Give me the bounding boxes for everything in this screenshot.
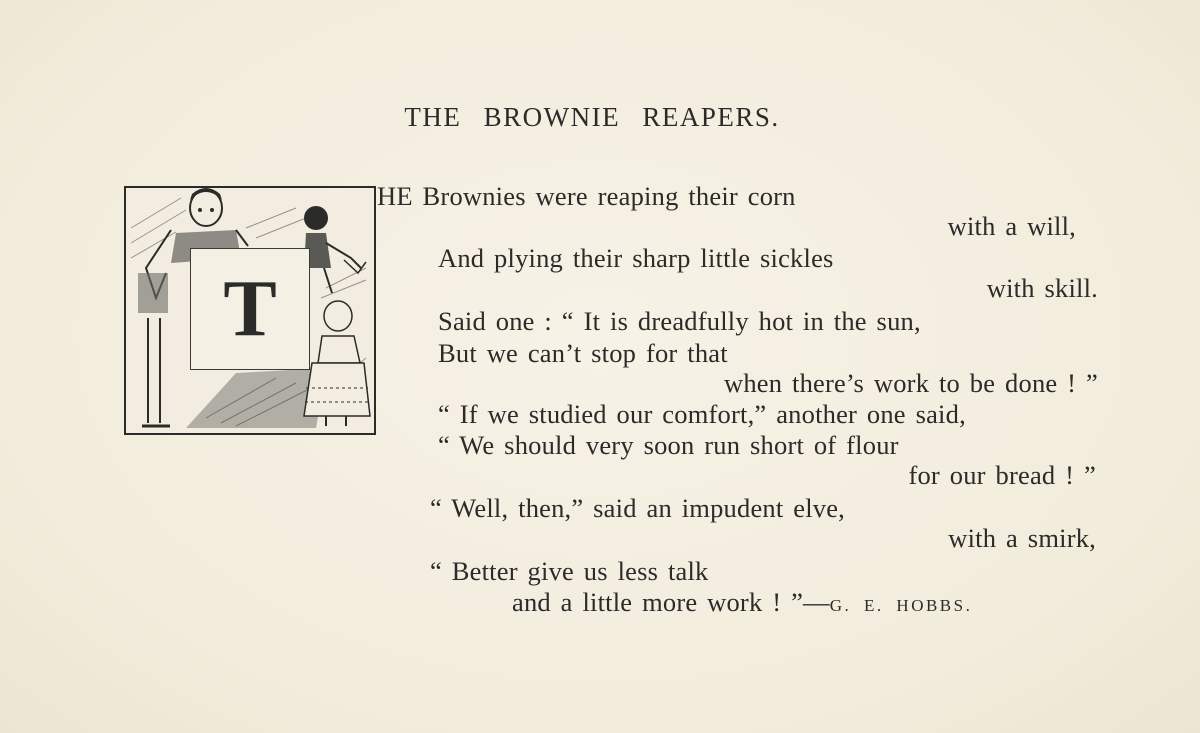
drop-cap-letter: T xyxy=(223,265,277,353)
decorated-initial-illustration xyxy=(124,186,376,435)
poem-line-9: “ We should very soon run short of flour xyxy=(438,430,899,460)
poem-last-line-text: and a little more work ! ”— xyxy=(512,587,830,617)
poem-line-11: “ Well, then,” said an impudent elve, xyxy=(430,493,846,523)
poem-line-7: when there’s work to be done ! ” xyxy=(724,368,1098,398)
poem-title: THE BROWNIE REAPERS. xyxy=(404,102,780,132)
poem-line-4: with skill. xyxy=(986,273,1098,303)
poem-line-12: with a smirk, xyxy=(948,523,1096,553)
author-attribution: G. E. HOBBS. xyxy=(829,596,973,615)
poem-line-3: And plying their sharp little sickles xyxy=(438,243,834,273)
poem-line-13: “ Better give us less talk xyxy=(430,556,709,586)
poem-line-10: for our bread ! ” xyxy=(908,460,1096,490)
poem-line-14 xyxy=(512,587,972,621)
poem-line-6: But we can’t stop for that xyxy=(438,338,728,368)
poem-line-1: HE Brownies were reaping their corn xyxy=(377,181,796,211)
poem-line-2: with a will, xyxy=(947,211,1076,241)
initial-letter-card xyxy=(190,248,310,370)
poem-line-5: Said one : “ It is dreadfully hot in the sun, xyxy=(438,306,921,336)
poem-line-8: “ If we studied our comfort,” another one said, xyxy=(438,399,966,429)
